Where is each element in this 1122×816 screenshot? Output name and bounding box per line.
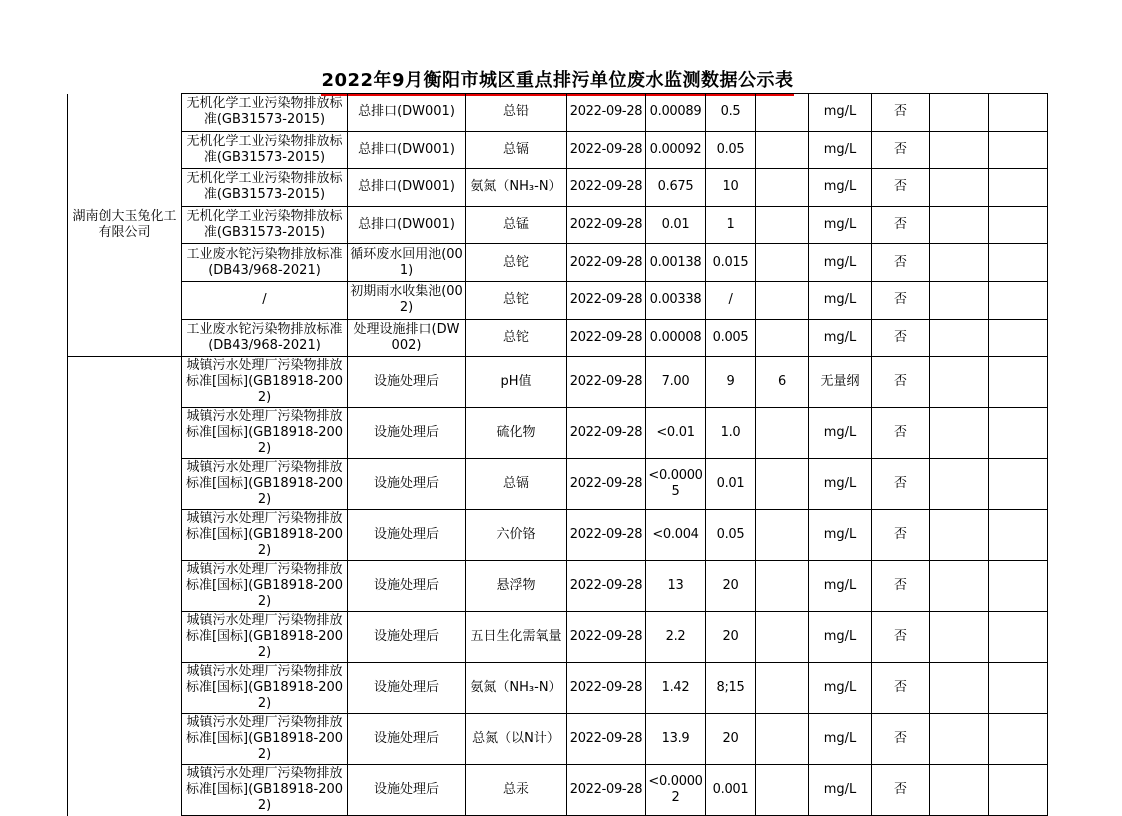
pollutant-cell: 六价铬 — [466, 510, 567, 561]
standard-cell: 城镇污水处理厂污染物排放标准[国标](GB18918-2002) — [182, 765, 348, 816]
value-cell: <0.00002 — [646, 765, 706, 816]
empty-cell — [989, 244, 1048, 282]
limit-lower-cell: 6 — [756, 357, 809, 408]
outlet-cell: 设施处理后 — [348, 561, 466, 612]
standard-cell: 无机化学工业污染物排放标准(GB31573-2015) — [182, 94, 348, 132]
table-row — [68, 510, 1048, 561]
empty-cell — [930, 459, 989, 510]
date-cell: 2022-09-28 — [567, 94, 646, 132]
exceeded-cell: 否 — [872, 765, 930, 816]
exceeded-cell: 否 — [872, 131, 930, 169]
pollutant-cell: 总氮（以N计） — [466, 714, 567, 765]
value-cell: 2.2 — [646, 612, 706, 663]
page-title: 2022年9月衡阳市城区重点排污单位废水监测数据公示表 — [321, 66, 793, 96]
standard-cell: 城镇污水处理厂污染物排放标准[国标](GB18918-2002) — [182, 408, 348, 459]
table-row — [68, 663, 1048, 714]
empty-cell — [930, 206, 989, 244]
company-name-cell: 湖南创大玉兔化工有限公司 — [68, 94, 182, 357]
exceeded-cell: 否 — [872, 612, 930, 663]
unit-cell: mg/L — [809, 244, 872, 282]
unit-cell: mg/L — [809, 319, 872, 357]
standard-cell: 城镇污水处理厂污染物排放标准[国标](GB18918-2002) — [182, 714, 348, 765]
empty-cell — [930, 244, 989, 282]
standard-cell: 工业废水铊污染物排放标准(DB43/968-2021) — [182, 319, 348, 357]
limit-lower-cell — [756, 714, 809, 765]
value-cell: 13.9 — [646, 714, 706, 765]
unit-cell: mg/L — [809, 612, 872, 663]
empty-cell — [930, 510, 989, 561]
outlet-cell: 设施处理后 — [348, 612, 466, 663]
value-cell: 0.00338 — [646, 281, 706, 319]
table-row — [68, 319, 1048, 357]
pollutant-cell: 五日生化需氧量 — [466, 612, 567, 663]
company-name-cell — [68, 357, 182, 816]
date-cell: 2022-09-28 — [567, 206, 646, 244]
limit-lower-cell — [756, 244, 809, 282]
outlet-cell: 设施处理后 — [348, 765, 466, 816]
empty-cell — [989, 612, 1048, 663]
exceeded-cell: 否 — [872, 510, 930, 561]
empty-cell — [930, 561, 989, 612]
date-cell: 2022-09-28 — [567, 714, 646, 765]
pollutant-cell: pH值 — [466, 357, 567, 408]
exceeded-cell: 否 — [872, 357, 930, 408]
standard-cell: 城镇污水处理厂污染物排放标准[国标](GB18918-2002) — [182, 663, 348, 714]
empty-cell — [930, 169, 989, 207]
table-row — [68, 612, 1048, 663]
empty-cell — [989, 408, 1048, 459]
table-row — [68, 131, 1048, 169]
table-row — [68, 714, 1048, 765]
limit-lower-cell — [756, 459, 809, 510]
empty-cell — [930, 612, 989, 663]
limit-upper-cell: 20 — [706, 612, 756, 663]
standard-cell: 无机化学工业污染物排放标准(GB31573-2015) — [182, 206, 348, 244]
pollutant-cell: 总锰 — [466, 206, 567, 244]
date-cell: 2022-09-28 — [567, 510, 646, 561]
value-cell: 0.00089 — [646, 94, 706, 132]
pollutant-cell: 总镉 — [466, 459, 567, 510]
date-cell: 2022-09-28 — [567, 408, 646, 459]
value-cell: 13 — [646, 561, 706, 612]
empty-cell — [930, 319, 989, 357]
limit-upper-cell: 0.01 — [706, 459, 756, 510]
pollutant-cell: 悬浮物 — [466, 561, 567, 612]
limit-upper-cell: 10 — [706, 169, 756, 207]
empty-cell — [989, 131, 1048, 169]
limit-upper-cell: 0.05 — [706, 510, 756, 561]
title-container — [67, 66, 1048, 96]
table-row — [68, 94, 1048, 132]
outlet-cell: 设施处理后 — [348, 408, 466, 459]
outlet-cell: 设施处理后 — [348, 459, 466, 510]
exceeded-cell: 否 — [872, 94, 930, 132]
empty-cell — [989, 765, 1048, 816]
unit-cell: mg/L — [809, 94, 872, 132]
value-cell: 0.00138 — [646, 244, 706, 282]
table-body — [68, 94, 1048, 816]
value-cell: 0.01 — [646, 206, 706, 244]
limit-lower-cell — [756, 206, 809, 244]
date-cell: 2022-09-28 — [567, 281, 646, 319]
limit-upper-cell: 0.5 — [706, 94, 756, 132]
empty-cell — [930, 94, 989, 132]
limit-lower-cell — [756, 561, 809, 612]
unit-cell: mg/L — [809, 206, 872, 244]
empty-cell — [930, 663, 989, 714]
standard-cell: 城镇污水处理厂污染物排放标准[国标](GB18918-2002) — [182, 561, 348, 612]
value-cell: 1.42 — [646, 663, 706, 714]
limit-upper-cell: 0.005 — [706, 319, 756, 357]
outlet-cell: 设施处理后 — [348, 510, 466, 561]
exceeded-cell: 否 — [872, 319, 930, 357]
date-cell: 2022-09-28 — [567, 663, 646, 714]
empty-cell — [930, 408, 989, 459]
standard-cell: / — [182, 281, 348, 319]
table-row — [68, 765, 1048, 816]
unit-cell: mg/L — [809, 408, 872, 459]
limit-upper-cell: / — [706, 281, 756, 319]
standard-cell: 城镇污水处理厂污染物排放标准[国标](GB18918-2002) — [182, 357, 348, 408]
unit-cell: mg/L — [809, 714, 872, 765]
value-cell: 0.00092 — [646, 131, 706, 169]
exceeded-cell: 否 — [872, 244, 930, 282]
pollutant-cell: 总铊 — [466, 281, 567, 319]
value-cell: 0.675 — [646, 169, 706, 207]
pollutant-cell: 总镉 — [466, 131, 567, 169]
date-cell: 2022-09-28 — [567, 612, 646, 663]
unit-cell: mg/L — [809, 281, 872, 319]
empty-cell — [989, 663, 1048, 714]
pollutant-cell: 氨氮（NH₃-N） — [466, 663, 567, 714]
limit-upper-cell: 20 — [706, 561, 756, 612]
pollutant-cell: 总铊 — [466, 319, 567, 357]
empty-cell — [989, 561, 1048, 612]
pollutant-cell: 总汞 — [466, 765, 567, 816]
unit-cell: 无量纲 — [809, 357, 872, 408]
value-cell: 0.00008 — [646, 319, 706, 357]
outlet-cell: 总排口(DW001) — [348, 94, 466, 132]
standard-cell: 无机化学工业污染物排放标准(GB31573-2015) — [182, 131, 348, 169]
outlet-cell: 循环废水回用池(001) — [348, 244, 466, 282]
limit-upper-cell: 0.001 — [706, 765, 756, 816]
unit-cell: mg/L — [809, 131, 872, 169]
value-cell: <0.00005 — [646, 459, 706, 510]
pollutant-cell: 总铅 — [466, 94, 567, 132]
outlet-cell: 初期雨水收集池(002) — [348, 281, 466, 319]
limit-upper-cell: 20 — [706, 714, 756, 765]
date-cell: 2022-09-28 — [567, 131, 646, 169]
exceeded-cell: 否 — [872, 281, 930, 319]
table-row — [68, 281, 1048, 319]
empty-cell — [989, 510, 1048, 561]
limit-upper-cell: 8;15 — [706, 663, 756, 714]
date-cell: 2022-09-28 — [567, 319, 646, 357]
limit-upper-cell: 9 — [706, 357, 756, 408]
unit-cell: mg/L — [809, 510, 872, 561]
limit-upper-cell: 1 — [706, 206, 756, 244]
exceeded-cell: 否 — [872, 408, 930, 459]
empty-cell — [930, 281, 989, 319]
pollutant-cell: 总铊 — [466, 244, 567, 282]
limit-lower-cell — [756, 612, 809, 663]
outlet-cell: 设施处理后 — [348, 357, 466, 408]
standard-cell: 城镇污水处理厂污染物排放标准[国标](GB18918-2002) — [182, 459, 348, 510]
limit-upper-cell: 0.015 — [706, 244, 756, 282]
unit-cell: mg/L — [809, 663, 872, 714]
limit-lower-cell — [756, 319, 809, 357]
exceeded-cell: 否 — [872, 206, 930, 244]
date-cell: 2022-09-28 — [567, 765, 646, 816]
table-row — [68, 206, 1048, 244]
unit-cell: mg/L — [809, 765, 872, 816]
empty-cell — [930, 357, 989, 408]
pollutant-cell: 氨氮（NH₃-N） — [466, 169, 567, 207]
empty-cell — [989, 357, 1048, 408]
limit-lower-cell — [756, 281, 809, 319]
exceeded-cell: 否 — [872, 561, 930, 612]
standard-cell: 城镇污水处理厂污染物排放标准[国标](GB18918-2002) — [182, 510, 348, 561]
value-cell: <0.004 — [646, 510, 706, 561]
date-cell: 2022-09-28 — [567, 357, 646, 408]
limit-upper-cell: 0.05 — [706, 131, 756, 169]
outlet-cell: 设施处理后 — [348, 714, 466, 765]
limit-lower-cell — [756, 169, 809, 207]
empty-cell — [989, 319, 1048, 357]
pollutant-cell: 硫化物 — [466, 408, 567, 459]
standard-cell: 工业废水铊污染物排放标准(DB43/968-2021) — [182, 244, 348, 282]
empty-cell — [989, 206, 1048, 244]
value-cell: 7.00 — [646, 357, 706, 408]
monitoring-table — [67, 93, 1048, 816]
limit-lower-cell — [756, 765, 809, 816]
exceeded-cell: 否 — [872, 714, 930, 765]
value-cell: <0.01 — [646, 408, 706, 459]
standard-cell: 无机化学工业污染物排放标准(GB31573-2015) — [182, 169, 348, 207]
limit-lower-cell — [756, 94, 809, 132]
empty-cell — [989, 94, 1048, 132]
limit-lower-cell — [756, 131, 809, 169]
exceeded-cell: 否 — [872, 663, 930, 714]
date-cell: 2022-09-28 — [567, 459, 646, 510]
limit-lower-cell — [756, 510, 809, 561]
limit-lower-cell — [756, 663, 809, 714]
outlet-cell: 设施处理后 — [348, 663, 466, 714]
table-row — [68, 169, 1048, 207]
limit-lower-cell — [756, 408, 809, 459]
table-row — [68, 561, 1048, 612]
standard-cell: 城镇污水处理厂污染物排放标准[国标](GB18918-2002) — [182, 612, 348, 663]
outlet-cell: 总排口(DW001) — [348, 206, 466, 244]
empty-cell — [930, 131, 989, 169]
outlet-cell: 总排口(DW001) — [348, 169, 466, 207]
outlet-cell: 处理设施排口(DW002) — [348, 319, 466, 357]
table-row — [68, 408, 1048, 459]
table-row — [68, 244, 1048, 282]
empty-cell — [930, 714, 989, 765]
exceeded-cell: 否 — [872, 459, 930, 510]
empty-cell — [930, 765, 989, 816]
exceeded-cell: 否 — [872, 169, 930, 207]
outlet-cell: 总排口(DW001) — [348, 131, 466, 169]
empty-cell — [989, 281, 1048, 319]
limit-upper-cell: 1.0 — [706, 408, 756, 459]
date-cell: 2022-09-28 — [567, 561, 646, 612]
table-row — [68, 357, 1048, 408]
empty-cell — [989, 459, 1048, 510]
empty-cell — [989, 169, 1048, 207]
unit-cell: mg/L — [809, 561, 872, 612]
date-cell: 2022-09-28 — [567, 244, 646, 282]
table-row — [68, 459, 1048, 510]
unit-cell: mg/L — [809, 459, 872, 510]
unit-cell: mg/L — [809, 169, 872, 207]
empty-cell — [989, 714, 1048, 765]
date-cell: 2022-09-28 — [567, 169, 646, 207]
